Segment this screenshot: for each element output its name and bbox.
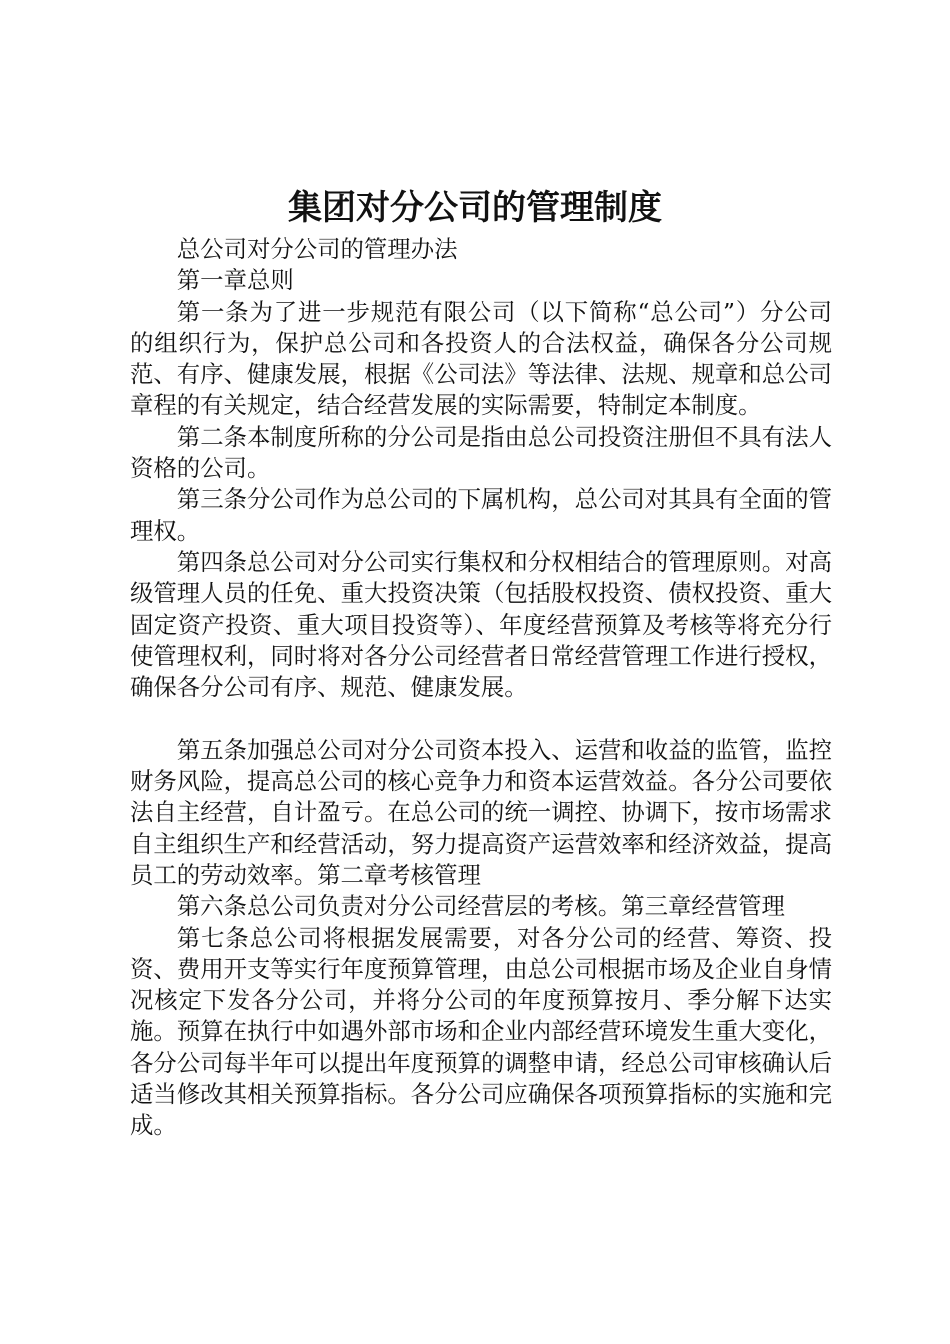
paragraph-article-7: 第七条总公司将根据发展需要，对各分公司的经营、筹资、投资、费用开支等实行年度预算管理，由总公司根据市场及企业自身情况核定下发各分公司，并将分公司的年度预算按月、季分解下达实施。预算在执行中如遇外部市场和企业内部经营环境发生重大变化，各分公司每半年可以提出年度预算的调整申请，经总公司审核确认后适当修改其相关预算指标。各分公司应确保各项预算指标的实施和完成。 <box>130 923 832 1140</box>
paragraph-article-5: 第五条加强总公司对分公司资本投入、运营和收益的监管，监控财务风险，提高总公司的核心竞争力和资本运营效益。各分公司要依法自主经营，自计盈亏。在总公司的统一调控、协调下，按市场需求自主组织生产和经营活动，努力提高资产运营效率和经济效益，提高员工的劳动效率。第二章考核管理 <box>130 735 832 889</box>
paragraph-article-1: 第一条为了进一步规范有限公司（以下简称“总公司”）分公司的组织行为，保护总公司和各投资人的合法权益，确保各分公司规范、有序、健康发展，根据《公司法》等法律、法规、规章和总公司章程的有关规定，结合经营发展的实际需要，特制定本制度。 <box>130 297 832 420</box>
paragraph-article-2: 第二条本制度所称的分公司是指由总公司投资注册但不具有法人资格的公司。 <box>130 422 832 483</box>
paragraph-chapter-1: 第一章总则 <box>176 266 294 295</box>
document-body <box>130 234 832 1142</box>
paragraph-article-3: 第三条分公司作为总公司的下属机构，总公司对其具有全面的管理权。 <box>130 485 832 545</box>
paragraph-article-6: 第六条总公司负责对分公司经营层的考核。第三章经营管理 <box>176 892 785 921</box>
document-title: 集团对分公司的管理制度 <box>288 188 662 228</box>
paragraph-article-4: 第四条总公司对分公司实行集权和分权相结合的管理原则。对高级管理人员的任免、重大投资决策（包括股权投资、债权投资、重大固定资产投资、重大项目投资等）、年度经营预算及考核等将充分行使管理权利，同时将对各分公司经营者日常经营管理工作进行授权，确保各分公司有序、规范、健康发展。 <box>130 547 832 702</box>
paragraph-subtitle: 总公司对分公司的管理办法 <box>176 235 458 263</box>
paragraph-spacer <box>130 703 832 734</box>
